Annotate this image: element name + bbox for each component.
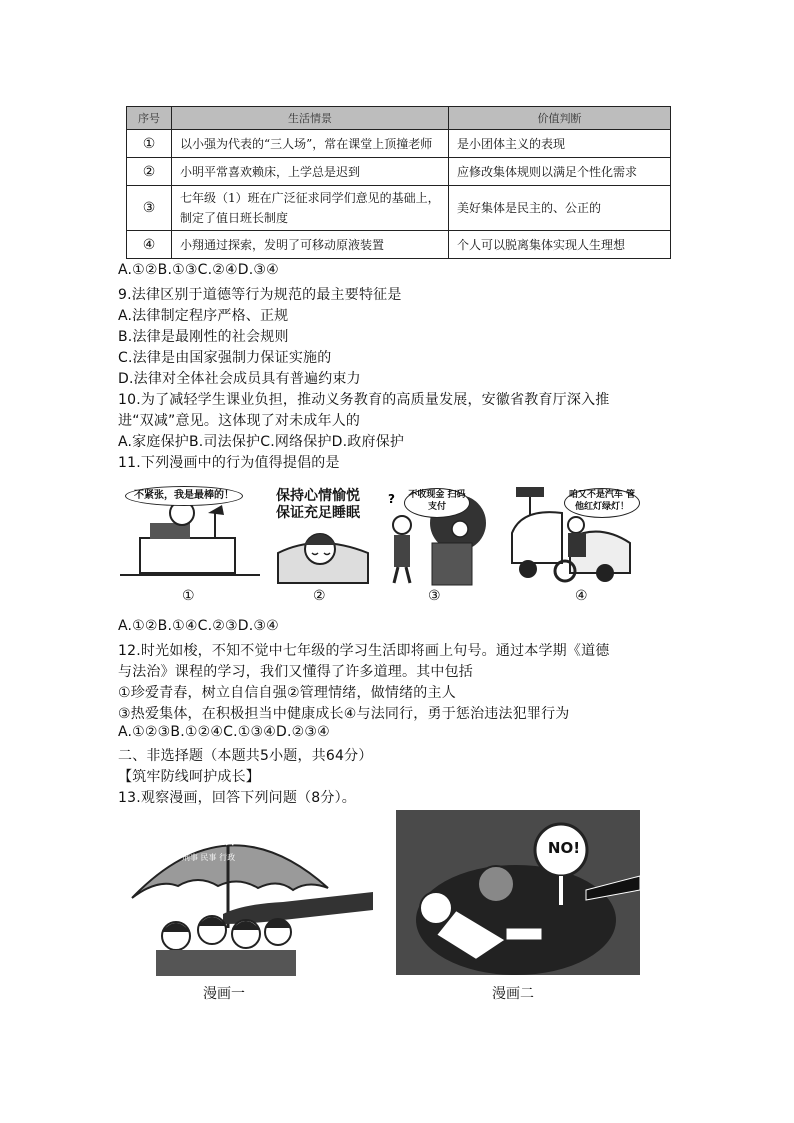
comic-2-caption: 漫画二 [492, 986, 534, 1002]
svg-text:?: ? [388, 492, 395, 506]
q9-option-a: A.法律制定程序严格、正规 [118, 308, 289, 324]
cartoon-1-label: ① [182, 588, 195, 604]
header-situation: 生活情景 [172, 107, 449, 130]
umbrella-text: 公益 诉讼 [178, 833, 235, 848]
comic-1-umbrella [128, 818, 380, 978]
q9-option-b: B.法律是最刚性的社会规则 [118, 329, 289, 345]
q9-stem: 9.法律区别于道德等行为规范的最主要特征是 [118, 287, 402, 303]
no-sign-text: NO! [547, 839, 581, 857]
umbrella-subtext: 刑事 民事 行政 [182, 853, 236, 862]
section-two-title: 二、非选择题（本题共5小题，共64分） [118, 748, 373, 764]
table-row: ③ 七年级（1）班在广泛征求同学们意见的基础上，制定了值日班长制度 美好集体是民主的、公正的 [127, 186, 671, 231]
table-row: ④ 小翔通过探索，发明了可移动原液装置 个人可以脱离集体实现人生理想 [127, 231, 671, 259]
q9-option-d: D.法律对全体社会成员具有普遍约束力 [118, 371, 361, 387]
q12-stem-1: 12.时光如梭，不知不觉中七年级的学习生活即将画上句号。通过本学期《道德 [118, 643, 610, 659]
value-judgment-table [126, 106, 671, 259]
section-heading: 【筑牢防线呵护成长】 [118, 769, 260, 785]
q12-items-2: ③热爱集体，在积极担当中健康成长④与法同行，勇于惩治违法犯罪行为 [118, 706, 570, 722]
q11-stem: 11.下列漫画中的行为值得提倡的是 [118, 455, 340, 471]
table-row: ② 小明平常喜欢赖床，上学总是迟到 应修改集体规则以满足个性化需求 [127, 158, 671, 186]
cartoon-4-label: ④ [575, 588, 588, 604]
table-row: ① 以小强为代表的“三人场”，常在课堂上顶撞老师 是小团体主义的表现 [127, 130, 671, 158]
q9-option-c: C.法律是由国家强制力保证实施的 [118, 350, 332, 366]
cartoon-2-text: 保持心情愉悦 保证充足睡眠 [276, 488, 360, 521]
q13-stem: 13.观察漫画，回答下列问题（8分）。 [118, 790, 356, 806]
q10-options: A.家庭保护B.司法保护C.网络保护D.政府保护 [118, 434, 405, 450]
q11-options: A.①②B.①④C.②③D.③④ [118, 618, 279, 634]
cartoon-2-label: ② [313, 588, 326, 604]
cartoon-4-bubble: 咱又不是汽车 管他红灯绿灯！ [564, 488, 640, 518]
q12-options: A.①②③B.①②④C.①③④D.②③④ [118, 724, 330, 740]
comic-1-caption: 漫画一 [203, 986, 245, 1002]
header-num: 序号 [127, 107, 172, 130]
comic-2-no-sign [396, 810, 640, 975]
q10-stem-2: 进“双减”意见。这体现了对未成年人的 [118, 413, 361, 429]
cartoon-3-label: ③ [428, 588, 441, 604]
cartoon-3-bubble: 不收现金 扫码支付 [404, 488, 470, 518]
header-judgment: 价值判断 [449, 107, 671, 130]
q12-items-1: ①珍爱青春，树立自信自强②管理情绪，做情绪的主人 [118, 685, 456, 701]
q10-stem-1: 10.为了减轻学生课业负担，推动义务教育的高质量发展，安徽省教育厅深入推 [118, 392, 610, 408]
q12-stem-2: 与法治》课程的学习，我们又懂得了许多道理。其中包括 [118, 664, 473, 680]
cartoon-1-bubble: 不紧张，我是最棒的！ [125, 486, 243, 506]
q8-options: A.①②B.①③C.②④D.③④ [118, 262, 279, 278]
